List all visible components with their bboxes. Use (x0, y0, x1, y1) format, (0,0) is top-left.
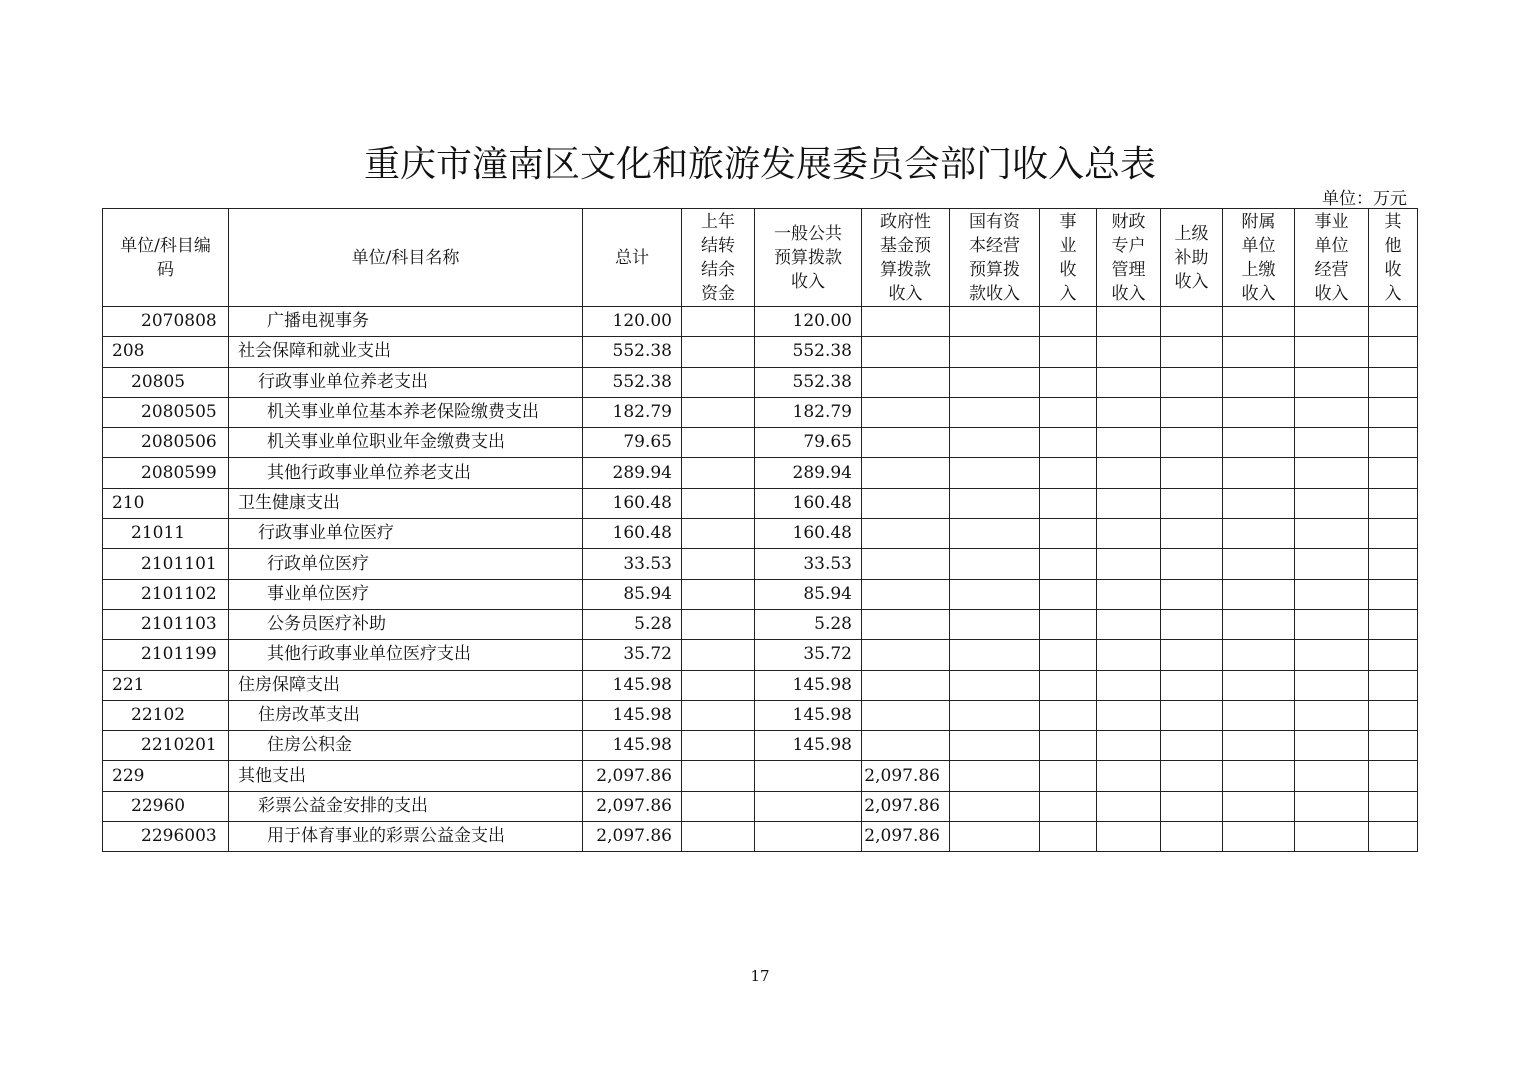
general-budget-cell: 145.98 (755, 670, 862, 700)
page-title: 重庆市潼南区文化和旅游发展委员会部门收入总表 (363, 144, 1156, 185)
business-income-cell (1040, 791, 1097, 821)
affiliated-unit-cell (1223, 549, 1295, 579)
business-income-cell (1040, 731, 1097, 761)
code-cell: 229 (103, 761, 229, 791)
table-row (103, 488, 1418, 518)
state-capital-cell (950, 700, 1040, 730)
carryover-cell (682, 700, 755, 730)
state-capital-cell (950, 488, 1040, 518)
total-cell: 85.94 (583, 579, 682, 609)
other-income-cell (1369, 761, 1418, 791)
state-capital-cell (950, 367, 1040, 397)
business-income-cell (1040, 428, 1097, 458)
operating-income-cell (1295, 640, 1369, 670)
gov-fund-cell: 2,097.86 (862, 791, 950, 821)
header-code: 单位/科目编码 (103, 209, 229, 307)
table-row (103, 307, 1418, 337)
gov-fund-cell (862, 700, 950, 730)
state-capital-cell (950, 761, 1040, 791)
gov-fund-cell (862, 519, 950, 549)
operating-income-cell (1295, 549, 1369, 579)
general-budget-cell: 160.48 (755, 488, 862, 518)
code-cell: 22960 (103, 791, 229, 821)
superior-subsidy-cell (1161, 519, 1223, 549)
superior-subsidy-cell (1161, 579, 1223, 609)
gov-fund-cell (862, 458, 950, 488)
carryover-cell (682, 549, 755, 579)
affiliated-unit-cell (1223, 458, 1295, 488)
general-budget-cell: 160.48 (755, 519, 862, 549)
state-capital-cell (950, 609, 1040, 639)
header-gov-fund: 政府性基金预算拨款收入 (862, 209, 950, 307)
total-cell: 182.79 (583, 397, 682, 427)
affiliated-unit-cell (1223, 670, 1295, 700)
state-capital-cell (950, 640, 1040, 670)
code-cell: 2080506 (103, 428, 229, 458)
name-cell: 卫生健康支出 (229, 488, 583, 518)
total-cell: 33.53 (583, 549, 682, 579)
operating-income-cell (1295, 822, 1369, 852)
gov-fund-cell (862, 488, 950, 518)
total-cell: 145.98 (583, 731, 682, 761)
name-cell: 其他行政事业单位养老支出 (229, 458, 583, 488)
code-cell: 2101102 (103, 579, 229, 609)
name-cell: 广播电视事务 (229, 307, 583, 337)
name-cell: 行政单位医疗 (229, 549, 583, 579)
special-account-cell (1097, 428, 1161, 458)
total-cell: 552.38 (583, 367, 682, 397)
table-row (103, 549, 1418, 579)
operating-income-cell (1295, 670, 1369, 700)
superior-subsidy-cell (1161, 700, 1223, 730)
name-cell: 机关事业单位基本养老保险缴费支出 (229, 397, 583, 427)
superior-subsidy-cell (1161, 761, 1223, 791)
table-row (103, 367, 1418, 397)
carryover-cell (682, 488, 755, 518)
gov-fund-cell (862, 549, 950, 579)
total-cell: 2,097.86 (583, 822, 682, 852)
other-income-cell (1369, 791, 1418, 821)
other-income-cell (1369, 549, 1418, 579)
table-row (103, 761, 1418, 791)
business-income-cell (1040, 367, 1097, 397)
total-cell: 289.94 (583, 458, 682, 488)
carryover-cell (682, 307, 755, 337)
special-account-cell (1097, 488, 1161, 518)
operating-income-cell (1295, 488, 1369, 518)
general-budget-cell: 79.65 (755, 428, 862, 458)
carryover-cell (682, 367, 755, 397)
total-cell: 5.28 (583, 609, 682, 639)
code-cell: 2080599 (103, 458, 229, 488)
code-cell: 210 (103, 488, 229, 518)
total-cell: 35.72 (583, 640, 682, 670)
special-account-cell (1097, 579, 1161, 609)
header-business-income: 事业收入 (1040, 209, 1097, 307)
affiliated-unit-cell (1223, 428, 1295, 458)
gov-fund-cell (862, 428, 950, 458)
affiliated-unit-cell (1223, 307, 1295, 337)
affiliated-unit-cell (1223, 488, 1295, 518)
header-special-account: 财政专户管理收入 (1097, 209, 1161, 307)
table-row (103, 428, 1418, 458)
superior-subsidy-cell (1161, 367, 1223, 397)
other-income-cell (1369, 700, 1418, 730)
affiliated-unit-cell (1223, 791, 1295, 821)
table-row (103, 822, 1418, 852)
operating-income-cell (1295, 458, 1369, 488)
gov-fund-cell (862, 609, 950, 639)
table-row (103, 640, 1418, 670)
superior-subsidy-cell (1161, 428, 1223, 458)
total-cell: 145.98 (583, 700, 682, 730)
superior-subsidy-cell (1161, 791, 1223, 821)
name-cell: 机关事业单位职业年金缴费支出 (229, 428, 583, 458)
gov-fund-cell (862, 640, 950, 670)
business-income-cell (1040, 458, 1097, 488)
carryover-cell (682, 791, 755, 821)
gov-fund-cell (862, 670, 950, 700)
general-budget-cell: 85.94 (755, 579, 862, 609)
other-income-cell (1369, 640, 1418, 670)
special-account-cell (1097, 337, 1161, 367)
affiliated-unit-cell (1223, 761, 1295, 791)
carryover-cell (682, 397, 755, 427)
income-table (102, 208, 1418, 852)
business-income-cell (1040, 397, 1097, 427)
other-income-cell (1369, 579, 1418, 609)
carryover-cell (682, 731, 755, 761)
carryover-cell (682, 609, 755, 639)
general-budget-cell: 552.38 (755, 337, 862, 367)
affiliated-unit-cell (1223, 700, 1295, 730)
other-income-cell (1369, 367, 1418, 397)
superior-subsidy-cell (1161, 307, 1223, 337)
unit-label: 单位：万元 (1322, 189, 1407, 209)
business-income-cell (1040, 609, 1097, 639)
header-general-budget: 一般公共预算拨款收入 (755, 209, 862, 307)
gov-fund-cell: 2,097.86 (862, 761, 950, 791)
code-cell: 221 (103, 670, 229, 700)
business-income-cell (1040, 488, 1097, 518)
state-capital-cell (950, 397, 1040, 427)
name-cell: 社会保障和就业支出 (229, 337, 583, 367)
state-capital-cell (950, 670, 1040, 700)
affiliated-unit-cell (1223, 822, 1295, 852)
other-income-cell (1369, 397, 1418, 427)
operating-income-cell (1295, 579, 1369, 609)
table-row (103, 337, 1418, 367)
total-cell: 145.98 (583, 670, 682, 700)
state-capital-cell (950, 822, 1040, 852)
general-budget-cell: 182.79 (755, 397, 862, 427)
affiliated-unit-cell (1223, 609, 1295, 639)
affiliated-unit-cell (1223, 519, 1295, 549)
business-income-cell (1040, 822, 1097, 852)
state-capital-cell (950, 307, 1040, 337)
carryover-cell (682, 337, 755, 367)
table-row (103, 458, 1418, 488)
total-cell: 120.00 (583, 307, 682, 337)
code-cell: 22102 (103, 700, 229, 730)
general-budget-cell: 120.00 (755, 307, 862, 337)
operating-income-cell (1295, 700, 1369, 730)
special-account-cell (1097, 640, 1161, 670)
special-account-cell (1097, 397, 1161, 427)
header-name: 单位/科目名称 (229, 209, 583, 307)
special-account-cell (1097, 761, 1161, 791)
superior-subsidy-cell (1161, 337, 1223, 367)
general-budget-cell (755, 761, 862, 791)
general-budget-cell: 289.94 (755, 458, 862, 488)
superior-subsidy-cell (1161, 822, 1223, 852)
name-cell: 事业单位医疗 (229, 579, 583, 609)
state-capital-cell (950, 458, 1040, 488)
carryover-cell (682, 428, 755, 458)
gov-fund-cell (862, 731, 950, 761)
header-other-income: 其他收入 (1369, 209, 1418, 307)
state-capital-cell (950, 791, 1040, 821)
name-cell: 行政事业单位养老支出 (229, 367, 583, 397)
affiliated-unit-cell (1223, 337, 1295, 367)
general-budget-cell: 33.53 (755, 549, 862, 579)
state-capital-cell (950, 549, 1040, 579)
general-budget-cell: 145.98 (755, 700, 862, 730)
name-cell: 住房公积金 (229, 731, 583, 761)
total-cell: 79.65 (583, 428, 682, 458)
total-cell: 2,097.86 (583, 791, 682, 821)
header-affiliated-unit: 附属单位上缴收入 (1223, 209, 1295, 307)
superior-subsidy-cell (1161, 549, 1223, 579)
name-cell: 行政事业单位医疗 (229, 519, 583, 549)
carryover-cell (682, 670, 755, 700)
code-cell: 2101103 (103, 609, 229, 639)
code-cell: 2101101 (103, 549, 229, 579)
other-income-cell (1369, 307, 1418, 337)
business-income-cell (1040, 640, 1097, 670)
superior-subsidy-cell (1161, 731, 1223, 761)
special-account-cell (1097, 609, 1161, 639)
special-account-cell (1097, 791, 1161, 821)
special-account-cell (1097, 307, 1161, 337)
gov-fund-cell (862, 337, 950, 367)
special-account-cell (1097, 549, 1161, 579)
carryover-cell (682, 761, 755, 791)
operating-income-cell (1295, 428, 1369, 458)
general-budget-cell: 552.38 (755, 367, 862, 397)
special-account-cell (1097, 700, 1161, 730)
affiliated-unit-cell (1223, 640, 1295, 670)
general-budget-cell: 5.28 (755, 609, 862, 639)
table-row (103, 519, 1418, 549)
code-cell: 21011 (103, 519, 229, 549)
total-cell: 552.38 (583, 337, 682, 367)
business-income-cell (1040, 549, 1097, 579)
table-body (103, 307, 1418, 852)
business-income-cell (1040, 579, 1097, 609)
business-income-cell (1040, 761, 1097, 791)
state-capital-cell (950, 579, 1040, 609)
name-cell: 彩票公益金安排的支出 (229, 791, 583, 821)
business-income-cell (1040, 670, 1097, 700)
operating-income-cell (1295, 367, 1369, 397)
state-capital-cell (950, 337, 1040, 367)
name-cell: 住房改革支出 (229, 700, 583, 730)
gov-fund-cell (862, 307, 950, 337)
operating-income-cell (1295, 731, 1369, 761)
superior-subsidy-cell (1161, 397, 1223, 427)
name-cell: 其他支出 (229, 761, 583, 791)
superior-subsidy-cell (1161, 670, 1223, 700)
carryover-cell (682, 640, 755, 670)
affiliated-unit-cell (1223, 397, 1295, 427)
header-carryover: 上年结转结余资金 (682, 209, 755, 307)
operating-income-cell (1295, 761, 1369, 791)
name-cell: 其他行政事业单位医疗支出 (229, 640, 583, 670)
gov-fund-cell: 2,097.86 (862, 822, 950, 852)
operating-income-cell (1295, 519, 1369, 549)
header-operating-income: 事业单位经营收入 (1295, 209, 1369, 307)
special-account-cell (1097, 822, 1161, 852)
code-cell: 2101199 (103, 640, 229, 670)
table-row (103, 397, 1418, 427)
table-row (103, 609, 1418, 639)
other-income-cell (1369, 458, 1418, 488)
code-cell: 2070808 (103, 307, 229, 337)
other-income-cell (1369, 731, 1418, 761)
operating-income-cell (1295, 307, 1369, 337)
business-income-cell (1040, 307, 1097, 337)
general-budget-cell (755, 822, 862, 852)
business-income-cell (1040, 700, 1097, 730)
carryover-cell (682, 822, 755, 852)
operating-income-cell (1295, 337, 1369, 367)
table-row (103, 579, 1418, 609)
state-capital-cell (950, 731, 1040, 761)
total-cell: 2,097.86 (583, 761, 682, 791)
carryover-cell (682, 579, 755, 609)
gov-fund-cell (862, 397, 950, 427)
name-cell: 公务员医疗补助 (229, 609, 583, 639)
gov-fund-cell (862, 579, 950, 609)
affiliated-unit-cell (1223, 731, 1295, 761)
page-number: 17 (750, 967, 770, 985)
table-row (103, 791, 1418, 821)
superior-subsidy-cell (1161, 458, 1223, 488)
total-cell: 160.48 (583, 488, 682, 518)
header-state-capital: 国有资本经营预算拨款收入 (950, 209, 1040, 307)
table-header-row (103, 209, 1418, 307)
operating-income-cell (1295, 397, 1369, 427)
special-account-cell (1097, 458, 1161, 488)
operating-income-cell (1295, 791, 1369, 821)
business-income-cell (1040, 519, 1097, 549)
code-cell: 2210201 (103, 731, 229, 761)
superior-subsidy-cell (1161, 609, 1223, 639)
special-account-cell (1097, 519, 1161, 549)
business-income-cell (1040, 337, 1097, 367)
other-income-cell (1369, 519, 1418, 549)
carryover-cell (682, 458, 755, 488)
table-row (103, 700, 1418, 730)
general-budget-cell (755, 791, 862, 821)
other-income-cell (1369, 488, 1418, 518)
code-cell: 2080505 (103, 397, 229, 427)
other-income-cell (1369, 428, 1418, 458)
other-income-cell (1369, 670, 1418, 700)
superior-subsidy-cell (1161, 640, 1223, 670)
state-capital-cell (950, 519, 1040, 549)
total-cell: 160.48 (583, 519, 682, 549)
code-cell: 2296003 (103, 822, 229, 852)
other-income-cell (1369, 337, 1418, 367)
header-total: 总计 (583, 209, 682, 307)
operating-income-cell (1295, 609, 1369, 639)
special-account-cell (1097, 367, 1161, 397)
gov-fund-cell (862, 367, 950, 397)
table-row (103, 731, 1418, 761)
special-account-cell (1097, 731, 1161, 761)
special-account-cell (1097, 670, 1161, 700)
name-cell: 用于体育事业的彩票公益金支出 (229, 822, 583, 852)
code-cell: 208 (103, 337, 229, 367)
affiliated-unit-cell (1223, 579, 1295, 609)
name-cell: 住房保障支出 (229, 670, 583, 700)
superior-subsidy-cell (1161, 488, 1223, 518)
carryover-cell (682, 519, 755, 549)
state-capital-cell (950, 428, 1040, 458)
other-income-cell (1369, 609, 1418, 639)
general-budget-cell: 145.98 (755, 731, 862, 761)
header-superior-subsidy: 上级补助收入 (1161, 209, 1223, 307)
general-budget-cell: 35.72 (755, 640, 862, 670)
affiliated-unit-cell (1223, 367, 1295, 397)
code-cell: 20805 (103, 367, 229, 397)
table-row (103, 670, 1418, 700)
other-income-cell (1369, 822, 1418, 852)
